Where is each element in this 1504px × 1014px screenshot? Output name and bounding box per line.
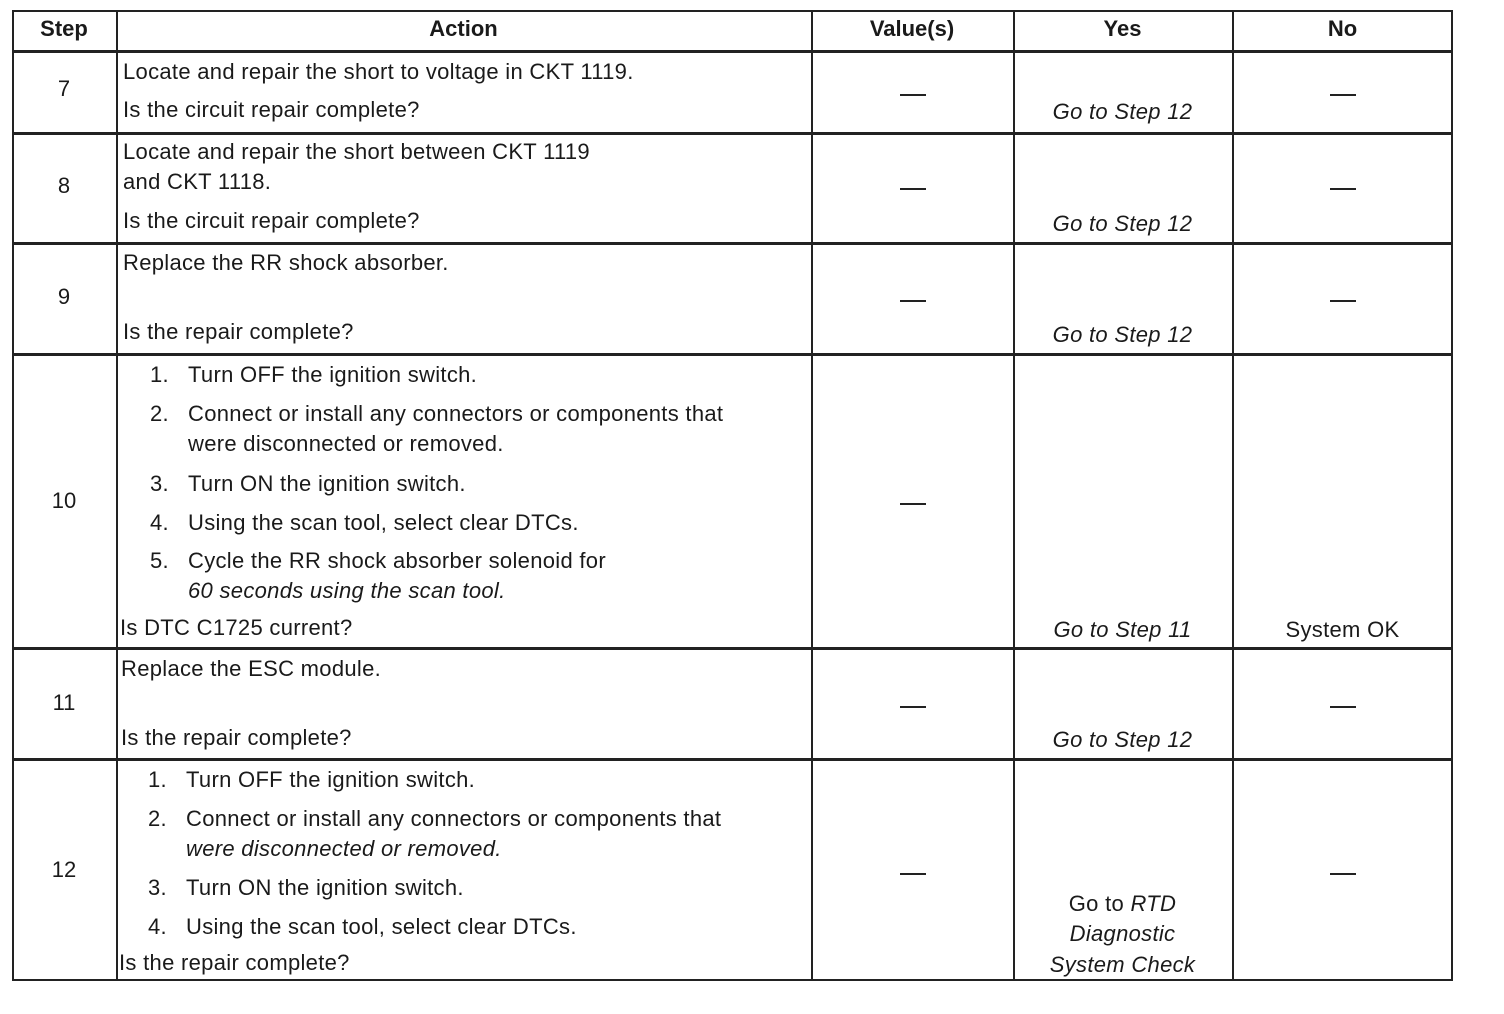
row-divider bbox=[12, 132, 1453, 135]
no-dash bbox=[1330, 94, 1356, 96]
action-question: Is the repair complete? bbox=[121, 725, 352, 750]
action-text: Replace the RR shock absorber. bbox=[123, 250, 449, 275]
yes-cell: Go to Step 12 bbox=[1052, 322, 1193, 347]
list-item: were disconnected or removed. bbox=[188, 431, 504, 456]
yes-cell: Go to Step 11 bbox=[1053, 617, 1192, 642]
value-dash bbox=[900, 503, 926, 505]
list-item: Using the scan tool, select clear DTCs. bbox=[188, 510, 579, 535]
yes-text: Go to bbox=[1068, 891, 1125, 916]
value-dash bbox=[900, 188, 926, 190]
list-number: 2. bbox=[148, 806, 167, 831]
no-dash bbox=[1330, 300, 1356, 302]
list-number: 4. bbox=[150, 510, 169, 535]
list-item: 60 seconds using the scan tool. bbox=[188, 578, 506, 603]
list-item: Cycle the RR shock absorber solenoid for bbox=[188, 548, 606, 573]
header-yes: Yes bbox=[1103, 16, 1142, 41]
action-text: Locate and repair the short between CKT 1119 bbox=[123, 139, 590, 164]
value-dash bbox=[900, 873, 926, 875]
column-divider bbox=[116, 10, 118, 981]
row-divider bbox=[12, 353, 1453, 356]
step-number: 12 bbox=[51, 857, 77, 882]
row-divider bbox=[12, 647, 1453, 650]
list-item: were disconnected or removed. bbox=[186, 836, 502, 861]
step-number: 7 bbox=[57, 76, 71, 101]
yes-cell: Go to Step 12 bbox=[1052, 99, 1193, 124]
list-item: Turn OFF the ignition switch. bbox=[188, 362, 478, 387]
list-number: 3. bbox=[148, 875, 167, 900]
no-dash bbox=[1330, 873, 1356, 875]
list-number: 1. bbox=[150, 362, 169, 387]
action-question: Is the circuit repair complete? bbox=[123, 97, 420, 122]
no-cell: System OK bbox=[1285, 617, 1400, 642]
column-divider bbox=[811, 10, 813, 981]
no-dash bbox=[1330, 188, 1356, 190]
list-item: Connect or install any connectors or components that bbox=[186, 806, 722, 831]
row-divider bbox=[12, 242, 1453, 245]
step-number: 8 bbox=[57, 173, 71, 198]
list-number: 5. bbox=[150, 548, 169, 573]
yes-cell: System Check bbox=[1049, 952, 1196, 977]
action-text: Locate and repair the short to voltage in CKT 1119. bbox=[123, 59, 634, 84]
column-divider bbox=[1232, 10, 1234, 981]
list-number: 4. bbox=[148, 914, 167, 939]
list-number: 3. bbox=[150, 471, 169, 496]
list-item: Turn OFF the ignition switch. bbox=[186, 767, 476, 792]
action-question: Is the repair complete? bbox=[123, 319, 354, 344]
list-number: 1. bbox=[148, 767, 167, 792]
value-dash bbox=[900, 94, 926, 96]
action-question: Is the circuit repair complete? bbox=[123, 208, 420, 233]
header-no: No bbox=[1327, 16, 1358, 41]
action-question: Is DTC C1725 current? bbox=[120, 615, 353, 640]
row-divider bbox=[12, 758, 1453, 761]
diagnostic-table bbox=[12, 10, 1453, 981]
header-step: Step bbox=[40, 16, 88, 41]
row-divider bbox=[12, 50, 1453, 53]
value-dash bbox=[900, 300, 926, 302]
yes-cell: Go to Step 12 bbox=[1052, 727, 1193, 752]
list-number: 2. bbox=[150, 401, 169, 426]
action-question: Is the repair complete? bbox=[119, 950, 350, 975]
yes-link: RTD bbox=[1130, 891, 1177, 916]
column-divider bbox=[1013, 10, 1015, 981]
list-item: Turn ON the ignition switch. bbox=[188, 471, 466, 496]
yes-cell: Diagnostic bbox=[1069, 921, 1176, 946]
header-action: Action bbox=[429, 16, 498, 41]
list-item: Using the scan tool, select clear DTCs. bbox=[186, 914, 577, 939]
action-text: Replace the ESC module. bbox=[121, 656, 382, 681]
step-number: 11 bbox=[52, 690, 76, 715]
action-text: and CKT 1118. bbox=[123, 169, 272, 194]
step-number: 10 bbox=[51, 488, 77, 513]
no-dash bbox=[1330, 706, 1356, 708]
yes-cell bbox=[1013, 891, 1232, 917]
list-item: Connect or install any connectors or components that bbox=[188, 401, 724, 426]
step-number: 9 bbox=[57, 284, 71, 309]
header-values: Value(s) bbox=[869, 16, 955, 41]
value-dash bbox=[900, 706, 926, 708]
list-item: Turn ON the ignition switch. bbox=[186, 875, 464, 900]
yes-cell: Go to Step 12 bbox=[1052, 211, 1193, 236]
